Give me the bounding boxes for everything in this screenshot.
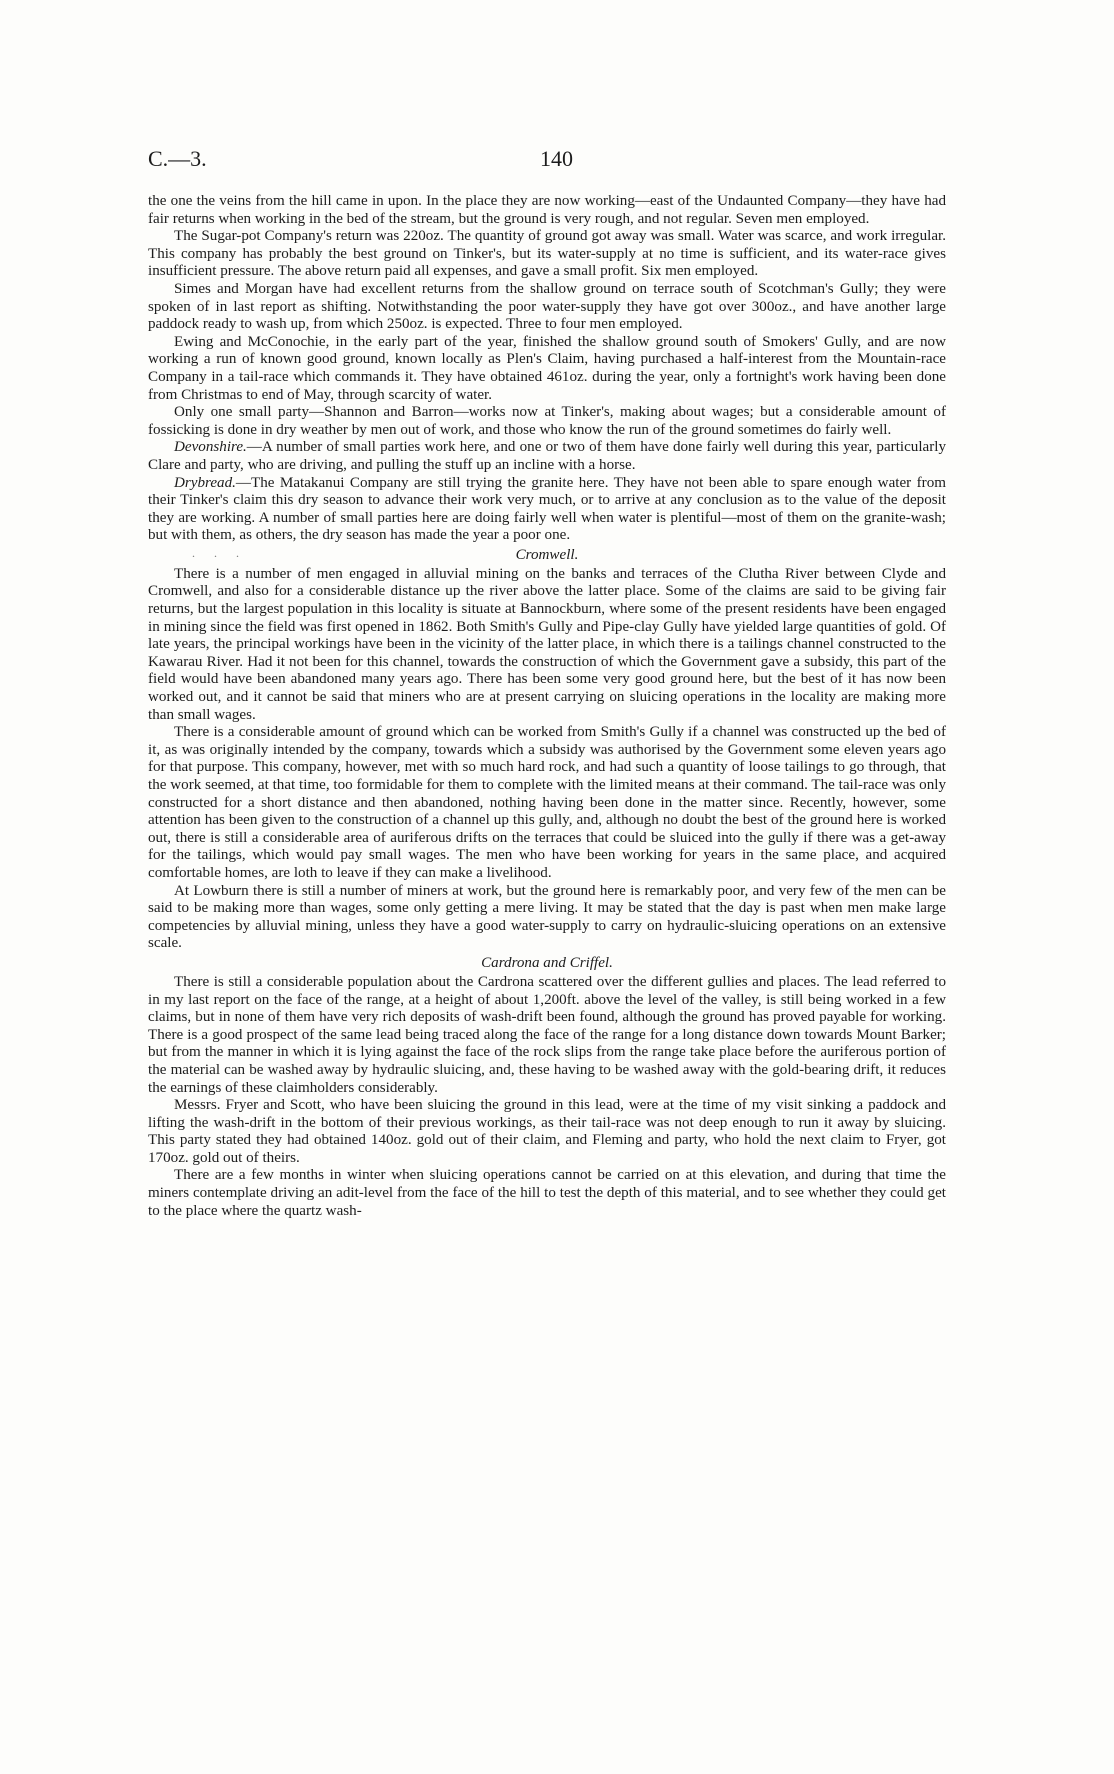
paragraph-ewing-mcconochie: Ewing and McConochie, in the early part of the year, finished the shallow ground south of Smokers' Gully, and are now working a run of known good ground, known locally as Plen's Claim, having purchased a half-interest from the Mountain-race Company in a tail-race which commands it. They have obtained 461oz. during the year, only a fortnight's work having been done from Christmas to end of May, through scarcity of water. bbox=[148, 333, 946, 403]
page-number: 140 bbox=[540, 146, 573, 171]
paragraph-cardrona-2: Messrs. Fryer and Scott, who have been sluicing the ground in this lead, were at the time of my visit sinking a paddock and lifting the wash-drift in the bottom of their previous workings, as their tail-race was not deep enough to run it away by sluicing. This party stated they had obtained 140oz. gold out of their claim, and Fleming and party, who hold the next claim to Fryer, got 170oz. gold out of theirs. bbox=[148, 1097, 946, 1166]
paragraph-simes-morgan: Simes and Morgan have had excellent returns from the shallow ground on terrace south of Scotchman's Gully; they were spoken of in last report as shifting. Notwithstanding the poor water-supply they have got over 300oz., and have another large paddock ready to wash up, from which 250oz. is expected. Three to four men employed. bbox=[148, 280, 946, 333]
paragraph-drybread bbox=[148, 475, 946, 545]
devonshire-text: —A number of small parties work here, and one or two of them have done fairly well during this year, particularly Clare and party, who are driving, and pulling the stuff up an incline with a horse. bbox=[148, 439, 946, 473]
paragraph-devonshire bbox=[148, 439, 946, 474]
drybread-text: —The Matakanui Company are still trying the granite here. They have not been able to spare enough water from their Tinker's claim this dry season to advance their work very much, or to arrive at any conclusion as to the value of the deposit they are working. A number of small parties here are doing fairly well when water is plentiful—most of them on the granite-wash; but with them, as others, the dry season has made the year a poor one. bbox=[148, 474, 946, 544]
paragraph-shannon-barron: Only one small party—Shannon and Barron—works now at Tinker's, making about wages; but a considerable amount of fossicking is done in dry weather by men out of work, and those who know the run of the ground sometimes do fairly well. bbox=[148, 404, 946, 438]
paragraph-continuation: the one the veins from the hill came in upon. In the place they are now working—east of the Undaunted Company—they have had fair returns when working in the bed of the stream, but the ground is very rough, and not regular. Seven men employed. bbox=[148, 193, 946, 227]
paragraph-sugar-pot: The Sugar-pot Company's return was 220oz. The quantity of ground got away was small. Water was scarce, and work irregular. This company has probably the best ground on Tinker's, but its water-supply at no time is sufficient, and its water-race gives insufficient pressure. The above return paid all expenses, and gave a small profit. Six men employed. bbox=[148, 228, 946, 280]
heading-cardrona-criffel: Cardrona and Criffel. bbox=[481, 954, 613, 971]
page-header bbox=[148, 146, 954, 176]
paragraph-cromwell-2: There is a considerable amount of ground which can be worked from Smith's Gully if a channel was constructed up the bed of it, as was originally intended by the company, towards which a subsidy was authorised by the Government some eleven years ago for that purpose. This company, however, met with so much hard rock, and had such a quantity of loose tailings to go through, that the work seemed, at that time, too formidable for them to complete with the limited means at their command. The tail-race was only constructed for a short distance and then abandoned, nothing having been done in the matter since. Recently, however, some attention has been given to the construction of a channel up this gully, and, although no doubt the best of the ground here is worked out, there is still a considerable area of auriferous drifts on the terraces that could be sluiced into the gully if there was a get-away for the tailings, which would pay small wages. The men who have been working for years in the same place, and acquired comfortable homes, are loth to leave if they can make a livelihood. bbox=[148, 724, 946, 881]
devonshire-lead: Devonshire. bbox=[174, 439, 247, 456]
section-marks: . . . bbox=[192, 545, 247, 560]
drybread-lead: Drybread. bbox=[174, 474, 236, 491]
paragraph-cromwell-3: At Lowburn there is still a number of miners at work, but the ground here is remarkably poor, and very few of the men can be said to be making more than wages, some only getting a mere living. It may be stated that the day is past when men make large competencies by alluvial mining, unless they have a good water-supply to carry on hydraulic-sluicing operations on an extensive scale. bbox=[148, 882, 946, 952]
paragraph-cardrona-1: There is still a considerable population about the Cardrona scattered over the different gullies and places. The lead referred to in my last report on the face of the range, at a height of about 1,200ft. above the level of the valley, is still being worked in a few claims, but in none of them have very rich deposits of wash-drift been found, although the ground has proved payable for working. There is a good prospect of the same lead being traced along the face of the range for a long distance down towards Mount Barker; but from the manner in which it is lying against the face of the rock slips from the range take place before the auriferous portion of the material can be washed away by hydraulic sluicing, and, these having to be washed away with the gold-bearing drift, it reduces the earnings of these claimholders considerably. bbox=[148, 973, 946, 1096]
page-body bbox=[148, 193, 946, 1220]
heading-cromwell: Cromwell. bbox=[515, 546, 579, 563]
paragraph-cromwell-1: There is a number of men engaged in alluvial mining on the banks and terraces of the Clutha River between Clyde and Cromwell, and also for a considerable distance up the river above the latter place. Some of the claims are said to be giving fair returns, but the largest population in this locality is situate at Bannockburn, where some of the present residents have been engaged in mining since the field was first opened in 1862. Both Smith's Gully and Pipe-clay Gully have yielded large quantities of gold. Of late years, the principal workings have been in the vicinity of the latter place, in which there is a tailings channel constructed to the Kawarau River. Had it not been for this channel, towards the construction of which the Government gave a subsidy, this part of the field would have been abandoned many years ago. There has been some very good ground here, but the best of it has now been worked out, and it cannot be said that miners who are at present carrying on sluicing operations in the locality are making more than small wages. bbox=[148, 565, 946, 723]
document-reference: C.—3. bbox=[148, 146, 207, 171]
paragraph-cardrona-3: There are a few months in winter when sluicing operations cannot be carried on at this elevation, and during that time the miners contemplate driving an adit-level from the face of the hill to test the depth of this material, and to see whether they could get to the place where the quartz wash- bbox=[148, 1167, 946, 1219]
